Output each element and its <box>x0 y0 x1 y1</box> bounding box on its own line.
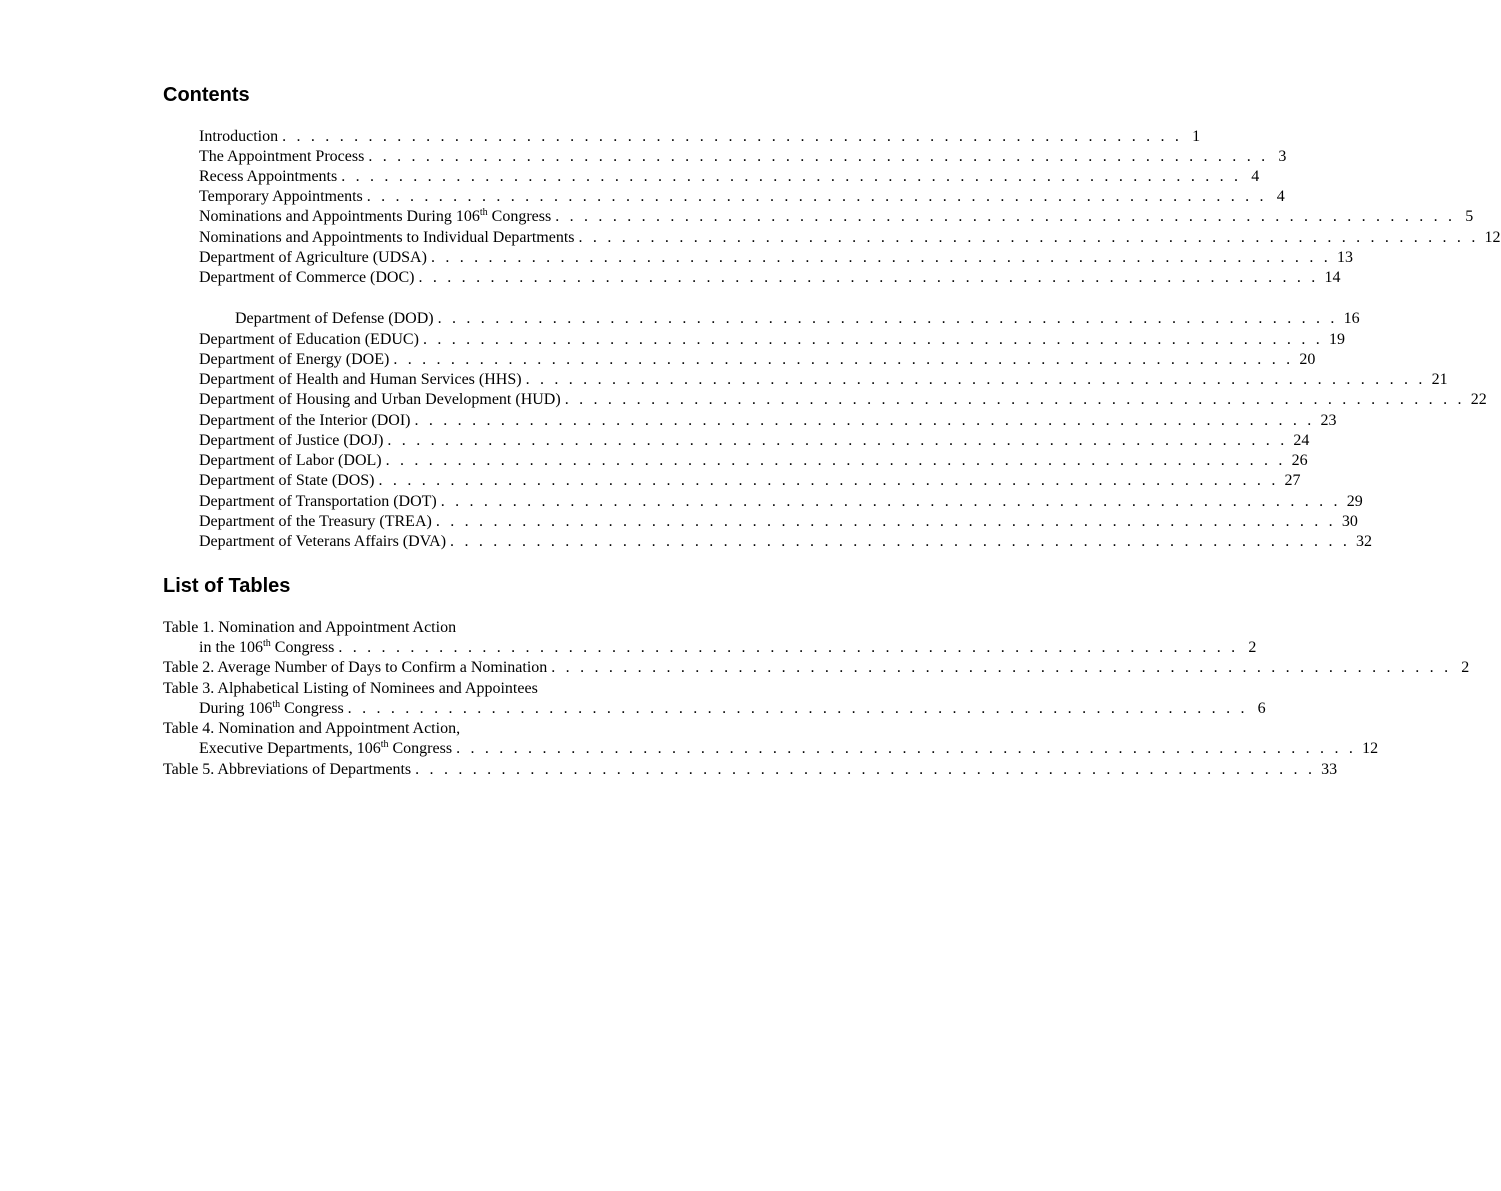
table-4-title-line[interactable]: Table 4. Nomination and Appointment Action, <box>163 720 461 737</box>
toc-entry-label: Table 2. Average Number of Days to Confirm a Nomination <box>163 659 548 676</box>
label-post: Congress <box>487 208 552 225</box>
toc-entry-page: 30 <box>1341 513 1358 530</box>
toc-entry-label: Department of Defense (DOD) <box>235 310 434 327</box>
toc-entry-page: 3 <box>1278 148 1287 165</box>
toc-entry-page: 12 <box>1484 229 1501 246</box>
table-2-entry[interactable] <box>163 658 1470 678</box>
toc-entry-labor[interactable] <box>199 451 1308 471</box>
toc-entry-label: Recess Appointments <box>199 168 338 185</box>
dot-leader: . . . . . . . . . . . . . . . . . . . . . . . . . . . . . . . . . . . . . . . . . . . . . . . . . . . . . . . . . . . . . . . <box>414 412 1315 429</box>
toc-entry-label: Department of Veterans Affairs (DVA) <box>199 533 447 550</box>
toc-entry-page: 26 <box>1291 452 1308 469</box>
ordinal-suffix: th <box>263 638 271 649</box>
dot-leader: . . . . . . . . . . . . . . . . . . . . . . . . . . . . . . . . . . . . . . . . . . . . . . . . . . . . . . . . . . . . . . . <box>366 188 1267 205</box>
label-post: Congress <box>270 639 335 656</box>
toc-entry-page: 29 <box>1346 493 1363 510</box>
toc-entry-page: 14 <box>1324 269 1341 286</box>
toc-entry-label: Department of Agriculture (UDSA) <box>199 249 427 266</box>
dot-leader: . . . . . . . . . . . . . . . . . . . . . . . . . . . . . . . . . . . . . . . . . . . . . . . . . . . . . . . . . . . . . . . <box>450 533 1351 550</box>
toc-entry-hud[interactable] <box>199 390 1487 410</box>
toc-entry-defense[interactable] <box>235 309 1360 329</box>
dot-leader: . . . . . . . . . . . . . . . . . . . . . . . . . . . . . . . . . . . . . . . . . . . . . . . . . . . . . . . . . . . . . . . <box>437 310 1338 327</box>
dot-leader: . . . . . . . . . . . . . . . . . . . . . . . . . . . . . . . . . . . . . . . . . . . . . . . . . . . . . . . . . . . . . . . <box>338 639 1239 656</box>
dot-leader: . . . . . . . . . . . . . . . . . . . . . . . . . . . . . . . . . . . . . . . . . . . . . . . . . . . . . . . . . . . . . . . <box>440 493 1341 510</box>
toc-entry-page: 20 <box>1299 351 1316 368</box>
ordinal-suffix: th <box>479 207 488 218</box>
table-1-title-line[interactable]: Table 1. Nomination and Appointment Action <box>163 619 457 636</box>
toc-entry-page: 2 <box>1461 659 1470 676</box>
toc-entry-label <box>199 638 338 658</box>
dot-leader: . . . . . . . . . . . . . . . . . . . . . . . . . . . . . . . . . . . . . . . . . . . . . . . . . . . . . . . . . . . . . . . <box>393 351 1294 368</box>
toc-entry-page: 5 <box>1465 208 1474 225</box>
toc-entry-label: The Appointment Process <box>199 148 365 165</box>
toc-entry-treasury[interactable] <box>199 512 1358 532</box>
table-3-title-line[interactable]: Table 3. Alphabetical Listing of Nominees and Appointees <box>163 680 538 697</box>
label-pre: During 106 <box>199 700 273 717</box>
label-pre: in the 106 <box>199 639 263 656</box>
toc-entry-page: 32 <box>1356 533 1373 550</box>
toc-entry-page: 23 <box>1320 412 1337 429</box>
ordinal-suffix: th <box>272 699 281 710</box>
toc-entry-page: 33 <box>1321 761 1338 778</box>
toc-entry-label: Department of Justice (DOJ) <box>199 432 384 449</box>
dot-leader: . . . . . . . . . . . . . . . . . . . . . . . . . . . . . . . . . . . . . . . . . . . . . . . . . . . . . . . . . . . . . . . <box>347 700 1248 717</box>
toc-entry-temporary-appointments[interactable] <box>199 187 1285 207</box>
toc-entry-agriculture[interactable] <box>199 248 1353 268</box>
dot-leader: . . . . . . . . . . . . . . . . . . . . . . . . . . . . . . . . . . . . . . . . . . . . . . . . . . . . . . . . . . . . . . . <box>578 229 1479 246</box>
toc-entry-page: 4 <box>1251 168 1260 185</box>
dot-leader: . . . . . . . . . . . . . . . . . . . . . . . . . . . . . . . . . . . . . . . . . . . . . . . . . . . . . . . . . . . . . . . <box>368 148 1269 165</box>
dot-leader: . . . . . . . . . . . . . . . . . . . . . . . . . . . . . . . . . . . . . . . . . . . . . . . . . . . . . . . . . . . . . . . <box>418 269 1319 286</box>
toc-entry-label: Department of Labor (DOL) <box>199 452 382 469</box>
toc-entry-transportation[interactable] <box>199 492 1363 512</box>
toc-entry-page: 4 <box>1276 188 1285 205</box>
toc-entry-appointment-process[interactable] <box>199 147 1287 167</box>
toc-entry-education[interactable] <box>199 330 1345 350</box>
dot-leader: . . . . . . . . . . . . . . . . . . . . . . . . . . . . . . . . . . . . . . . . . . . . . . . . . . . . . . . . . . . . . . . <box>282 128 1183 145</box>
label-post: Congress <box>280 700 344 717</box>
toc-entry-veterans-affairs[interactable] <box>199 532 1373 552</box>
toc-entry-commerce[interactable] <box>199 268 1341 288</box>
contents-heading: Contents <box>163 84 250 106</box>
dot-leader: . . . . . . . . . . . . . . . . . . . . . . . . . . . . . . . . . . . . . . . . . . . . . . . . . . . . . . . . . . . . . . . <box>378 472 1279 489</box>
dot-leader: . . . . . . . . . . . . . . . . . . . . . . . . . . . . . . . . . . . . . . . . . . . . . . . . . . . . . . . . . . . . . . . <box>435 513 1336 530</box>
toc-entry-label: Department of Transportation (DOT) <box>199 493 437 510</box>
dot-leader: . . . . . . . . . . . . . . . . . . . . . . . . . . . . . . . . . . . . . . . . . . . . . . . . . . . . . . . . . . . . . . . <box>456 740 1357 757</box>
toc-entry-label: Department of State (DOS) <box>199 472 375 489</box>
toc-entry-page: 12 <box>1362 740 1379 757</box>
toc-entry-page: 21 <box>1431 371 1448 388</box>
toc-entry-hhs[interactable] <box>199 370 1448 390</box>
toc-entry-page: 13 <box>1336 249 1353 266</box>
toc-entry-label: Table 5. Abbreviations of Departments <box>163 761 412 778</box>
toc-entry-justice[interactable] <box>199 431 1310 451</box>
dot-leader: . . . . . . . . . . . . . . . . . . . . . . . . . . . . . . . . . . . . . . . . . . . . . . . . . . . . . . . . . . . . . . . <box>564 391 1465 408</box>
dot-leader: . . . . . . . . . . . . . . . . . . . . . . . . . . . . . . . . . . . . . . . . . . . . . . . . . . . . . . . . . . . . . . . <box>430 249 1331 266</box>
toc-entry-label: Department of the Treasury (TREA) <box>199 513 432 530</box>
dot-leader: . . . . . . . . . . . . . . . . . . . . . . . . . . . . . . . . . . . . . . . . . . . . . . . . . . . . . . . . . . . . . . . <box>387 432 1288 449</box>
toc-entry-interior[interactable] <box>199 411 1337 431</box>
toc-entry-page: 6 <box>1257 700 1266 717</box>
dot-leader: . . . . . . . . . . . . . . . . . . . . . . . . . . . . . . . . . . . . . . . . . . . . . . . . . . . . . . . . . . . . . . . <box>422 331 1323 348</box>
toc-entry-page: 19 <box>1328 331 1345 348</box>
toc-entry-page: 27 <box>1284 472 1301 489</box>
toc-entry-label: Department of Commerce (DOC) <box>199 269 415 286</box>
dot-leader: . . . . . . . . . . . . . . . . . . . . . . . . . . . . . . . . . . . . . . . . . . . . . . . . . . . . . . . . . . . . . . . <box>555 208 1456 225</box>
tables-heading: List of Tables <box>163 575 291 597</box>
toc-entry-introduction[interactable] <box>199 127 1201 147</box>
dot-leader: . . . . . . . . . . . . . . . . . . . . . . . . . . . . . . . . . . . . . . . . . . . . . . . . . . . . . . . . . . . . . . . <box>551 659 1452 676</box>
toc-entry-page: 16 <box>1343 310 1360 327</box>
dot-leader: . . . . . . . . . . . . . . . . . . . . . . . . . . . . . . . . . . . . . . . . . . . . . . . . . . . . . . . . . . . . . . . <box>341 168 1242 185</box>
toc-entry-label: Department of Health and Human Services (HHS) <box>199 371 522 388</box>
toc-entry-page: 24 <box>1293 432 1310 449</box>
dot-leader: . . . . . . . . . . . . . . . . . . . . . . . . . . . . . . . . . . . . . . . . . . . . . . . . . . . . . . . . . . . . . . . <box>385 452 1286 469</box>
toc-entry-page: 2 <box>1248 639 1257 656</box>
dot-leader: . . . . . . . . . . . . . . . . . . . . . . . . . . . . . . . . . . . . . . . . . . . . . . . . . . . . . . . . . . . . . . . <box>525 371 1426 388</box>
toc-entry-label <box>199 207 555 227</box>
toc-entry-label <box>199 739 456 759</box>
toc-entry-nominations-106th[interactable] <box>199 207 1474 227</box>
toc-entry-label: Introduction <box>199 128 279 145</box>
toc-entry-page: 22 <box>1470 391 1487 408</box>
table-1-entry[interactable] <box>199 638 1257 658</box>
toc-entry-label: Temporary Appointments <box>199 188 363 205</box>
toc-entry-label: Nominations and Appointments to Individual Departments <box>199 229 575 246</box>
toc-entry-label <box>199 699 348 719</box>
label-pre: Nominations and Appointments During 106 <box>199 208 480 225</box>
label-post: Congress <box>388 740 453 757</box>
toc-entry-page: 1 <box>1192 128 1201 145</box>
toc-entry-label: Department of Energy (DOE) <box>199 351 390 368</box>
toc-entry-label: Department of Education (EDUC) <box>199 331 419 348</box>
table-3-entry[interactable] <box>199 699 1266 719</box>
table-4-entry[interactable] <box>199 739 1379 759</box>
toc-entry-state[interactable] <box>199 471 1301 491</box>
dot-leader: . . . . . . . . . . . . . . . . . . . . . . . . . . . . . . . . . . . . . . . . . . . . . . . . . . . . . . . . . . . . . . . <box>415 761 1316 778</box>
toc-entry-label: Department of the Interior (DOI) <box>199 412 411 429</box>
toc-entry-label: Department of Housing and Urban Development (HUD) <box>199 391 561 408</box>
toc-entry-individual-departments[interactable] <box>199 228 1501 248</box>
table-5-entry[interactable] <box>163 760 1338 780</box>
label-pre: Executive Departments, 106 <box>199 740 381 757</box>
ordinal-suffix: th <box>380 739 389 750</box>
toc-entry-recess-appointments[interactable] <box>199 167 1260 187</box>
toc-entry-energy[interactable] <box>199 350 1316 370</box>
